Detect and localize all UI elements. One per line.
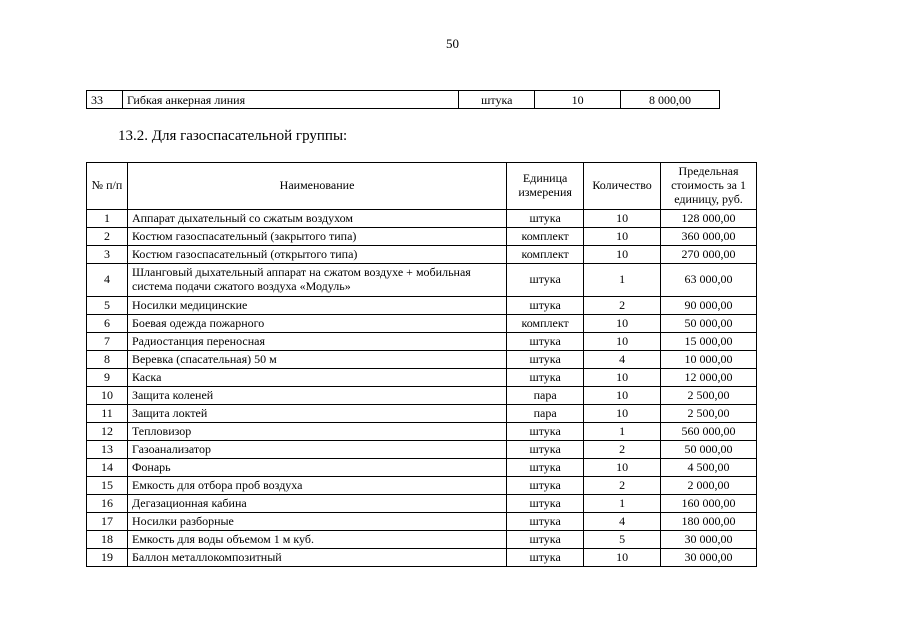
cell-num: 9 — [87, 369, 128, 387]
table-row — [87, 333, 757, 351]
cell-qty: 10 — [584, 210, 661, 228]
cell-price: 560 000,00 — [661, 423, 757, 441]
cell-name: Дегазационная кабина — [127, 495, 506, 513]
cell-price: 30 000,00 — [661, 531, 757, 549]
cell-unit: штука — [507, 423, 584, 441]
table-row — [87, 351, 757, 369]
cell-qty: 10 — [584, 405, 661, 423]
cell-num: 3 — [87, 246, 128, 264]
section-heading: 13.2. Для газоспасательной группы: — [118, 128, 348, 144]
table-row — [87, 477, 757, 495]
cell-qty: 1 — [584, 264, 661, 297]
cell-unit: штука — [507, 369, 584, 387]
cell-name: Защита локтей — [127, 405, 506, 423]
cell-name: Тепловизор — [127, 423, 506, 441]
cell-num: 7 — [87, 333, 128, 351]
cell-num: 6 — [87, 315, 128, 333]
cell-num: 13 — [87, 441, 128, 459]
cell-unit: штука — [507, 549, 584, 567]
cell-num: 1 — [87, 210, 128, 228]
cell-name: Баллон металлокомпозитный — [127, 549, 506, 567]
cell-qty: 4 — [584, 513, 661, 531]
cell-unit: штука — [507, 264, 584, 297]
cell-unit: штука — [507, 531, 584, 549]
cell-unit: штука — [459, 91, 535, 109]
cell-name: Костюм газоспасательный (открытого типа) — [127, 246, 506, 264]
cell-price: 50 000,00 — [661, 315, 757, 333]
cell-qty: 2 — [584, 297, 661, 315]
cell-unit: штука — [507, 210, 584, 228]
cell-qty: 10 — [584, 459, 661, 477]
cell-num: 17 — [87, 513, 128, 531]
cell-unit: комплект — [507, 315, 584, 333]
table-row — [87, 549, 757, 567]
cell-qty: 10 — [535, 91, 621, 109]
cell-num: 11 — [87, 405, 128, 423]
cell-name: Шланговый дыхательный аппарат на сжатом воздухе + мобильная система подачи сжатого воздуха «Модуль» — [127, 264, 506, 297]
cell-qty: 1 — [584, 423, 661, 441]
header-num: № п/п — [87, 163, 128, 210]
cell-name: Боевая одежда пожарного — [127, 315, 506, 333]
cell-price: 128 000,00 — [661, 210, 757, 228]
table-row — [87, 210, 757, 228]
cell-name: Гибкая анкерная линия — [122, 91, 458, 109]
cell-name: Носилки медицинские — [127, 297, 506, 315]
cell-unit: комплект — [507, 228, 584, 246]
page-number: 50 — [446, 36, 459, 51]
cell-price: 360 000,00 — [661, 228, 757, 246]
table-row — [87, 405, 757, 423]
cell-price: 2 500,00 — [661, 405, 757, 423]
cell-num: 33 — [87, 91, 123, 109]
table-row — [87, 531, 757, 549]
cell-num: 5 — [87, 297, 128, 315]
cell-price: 10 000,00 — [661, 351, 757, 369]
cell-unit: штука — [507, 495, 584, 513]
cell-qty: 10 — [584, 333, 661, 351]
cell-num: 10 — [87, 387, 128, 405]
header-qty: Количество — [584, 163, 661, 210]
cell-price: 160 000,00 — [661, 495, 757, 513]
cell-name: Веревка (спасательная) 50 м — [127, 351, 506, 369]
cell-price: 4 500,00 — [661, 459, 757, 477]
continuation-table — [86, 90, 720, 109]
cell-qty: 10 — [584, 315, 661, 333]
cell-price: 8 000,00 — [621, 91, 720, 109]
table-header-row — [87, 163, 757, 210]
cell-unit: штука — [507, 477, 584, 495]
cell-qty: 4 — [584, 351, 661, 369]
cell-qty: 10 — [584, 549, 661, 567]
cell-qty: 2 — [584, 477, 661, 495]
cell-num: 14 — [87, 459, 128, 477]
cell-qty: 10 — [584, 369, 661, 387]
cell-unit: комплект — [507, 246, 584, 264]
cell-price: 50 000,00 — [661, 441, 757, 459]
cell-name: Емкость для воды объемом 1 м куб. — [127, 531, 506, 549]
cell-qty: 1 — [584, 495, 661, 513]
cell-unit: штука — [507, 351, 584, 369]
cell-price: 63 000,00 — [661, 264, 757, 297]
cell-name: Носилки разборные — [127, 513, 506, 531]
cell-unit: штука — [507, 459, 584, 477]
table-row — [87, 423, 757, 441]
table-row — [87, 315, 757, 333]
cell-num: 12 — [87, 423, 128, 441]
cell-num: 8 — [87, 351, 128, 369]
cell-unit: штука — [507, 333, 584, 351]
cell-price: 180 000,00 — [661, 513, 757, 531]
cell-qty: 5 — [584, 531, 661, 549]
cell-name: Фонарь — [127, 459, 506, 477]
cell-qty: 2 — [584, 441, 661, 459]
table-row — [87, 513, 757, 531]
cell-name: Аппарат дыхательный со сжатым воздухом — [127, 210, 506, 228]
cell-num: 15 — [87, 477, 128, 495]
cell-price: 15 000,00 — [661, 333, 757, 351]
table-row — [87, 459, 757, 477]
table-row — [87, 441, 757, 459]
table-row — [87, 246, 757, 264]
cell-unit: штука — [507, 297, 584, 315]
cell-num: 19 — [87, 549, 128, 567]
cell-unit: штука — [507, 441, 584, 459]
cell-name: Защита коленей — [127, 387, 506, 405]
cell-num: 4 — [87, 264, 128, 297]
cell-unit: пара — [507, 387, 584, 405]
header-price: Предельная стоимость за 1 единицу, руб. — [661, 163, 757, 210]
table-row — [87, 228, 757, 246]
table-row — [87, 297, 757, 315]
header-name: Наименование — [127, 163, 506, 210]
cell-price: 2 500,00 — [661, 387, 757, 405]
cell-num: 16 — [87, 495, 128, 513]
cell-qty: 10 — [584, 228, 661, 246]
table-row — [87, 264, 757, 297]
cell-unit: штука — [507, 513, 584, 531]
table-row — [87, 91, 720, 109]
cell-unit: пара — [507, 405, 584, 423]
cell-name: Емкость для отбора проб воздуха — [127, 477, 506, 495]
table-row — [87, 369, 757, 387]
cell-name: Каска — [127, 369, 506, 387]
cell-price: 12 000,00 — [661, 369, 757, 387]
table-row — [87, 387, 757, 405]
table-row — [87, 495, 757, 513]
cell-price: 30 000,00 — [661, 549, 757, 567]
equipment-table — [86, 162, 757, 567]
cell-price: 90 000,00 — [661, 297, 757, 315]
cell-num: 18 — [87, 531, 128, 549]
cell-name: Радиостанция переносная — [127, 333, 506, 351]
cell-qty: 10 — [584, 246, 661, 264]
cell-price: 2 000,00 — [661, 477, 757, 495]
cell-name: Газоанализатор — [127, 441, 506, 459]
cell-price: 270 000,00 — [661, 246, 757, 264]
cell-num: 2 — [87, 228, 128, 246]
header-unit: Единица измерения — [507, 163, 584, 210]
cell-qty: 10 — [584, 387, 661, 405]
cell-name: Костюм газоспасательный (закрытого типа) — [127, 228, 506, 246]
